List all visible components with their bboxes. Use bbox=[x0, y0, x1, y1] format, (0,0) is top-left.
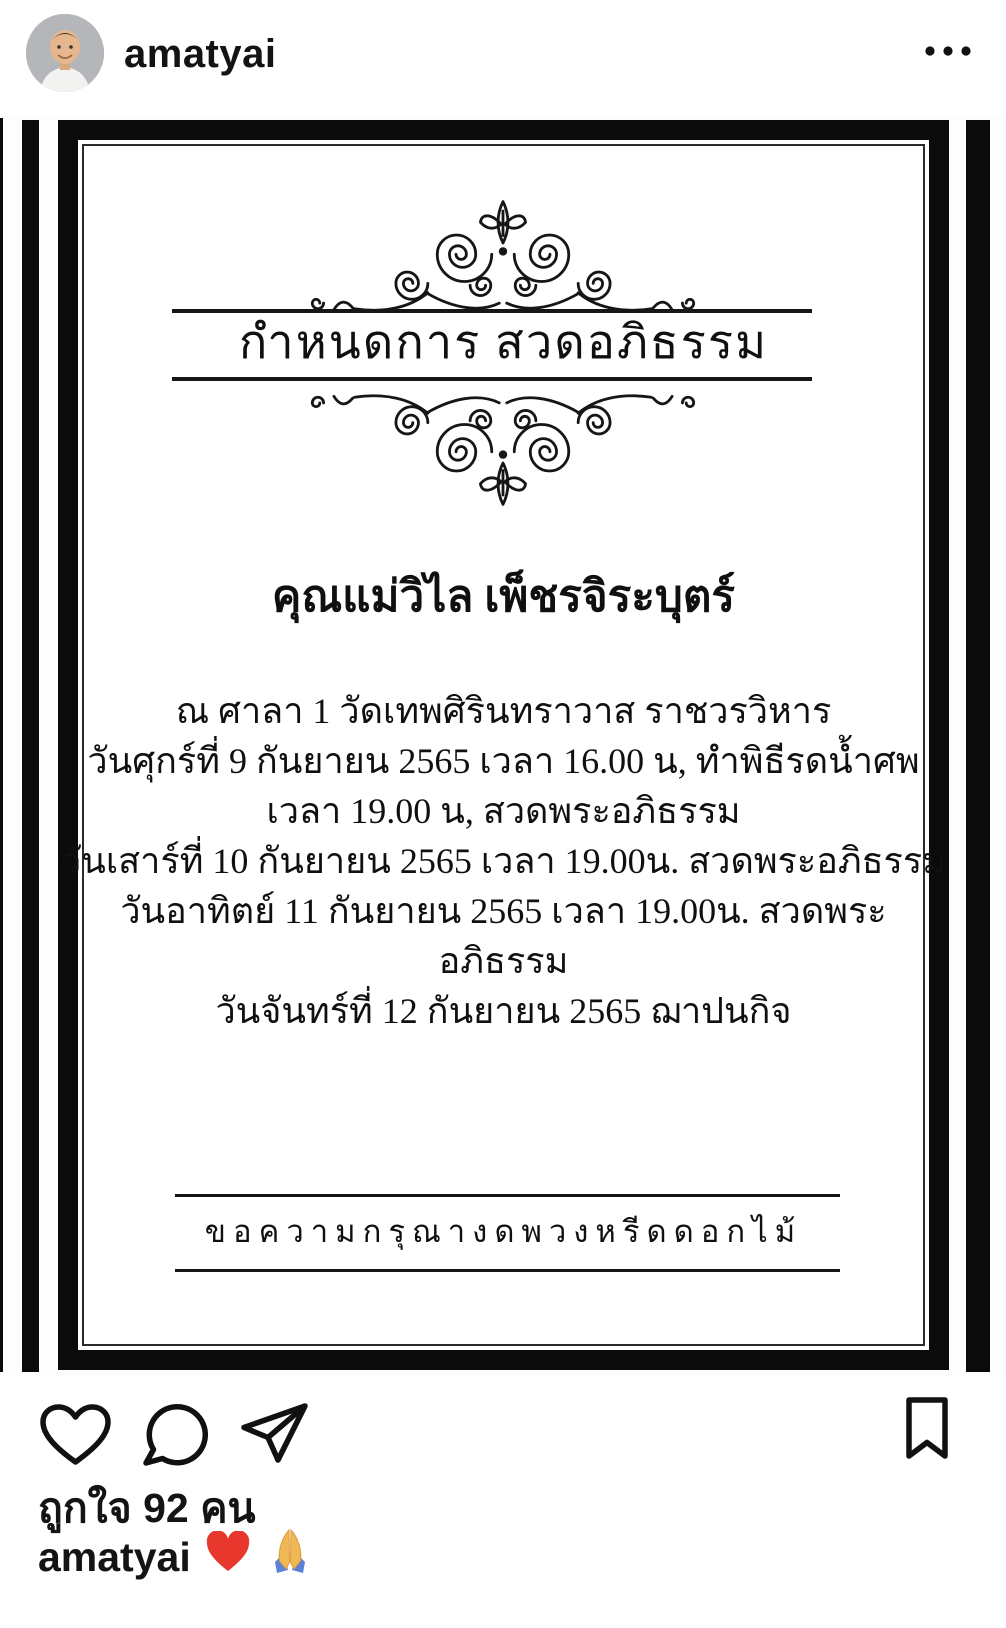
card-outer-bar-right bbox=[966, 120, 990, 1372]
note-rule-top bbox=[175, 1194, 840, 1197]
comment-icon bbox=[140, 1400, 210, 1468]
card-title: กำหนดการ สวดอภิธรรม bbox=[238, 317, 769, 369]
avatar[interactable] bbox=[26, 14, 104, 92]
schedule-line: เวลา 19.00 น, สวดพระอภิธรรม bbox=[266, 791, 741, 831]
scan-edge-line bbox=[0, 118, 3, 1372]
schedule-line: วันเสาร์ที่ 10 กันยายน 2565 เวลา 19.00น. สวดพระอภิธรรม bbox=[61, 841, 946, 881]
likes-count[interactable]: ถูกใจ 92 คน bbox=[38, 1485, 256, 1531]
three-dots-icon bbox=[924, 45, 972, 57]
like-button[interactable] bbox=[38, 1402, 113, 1467]
caption-username-link[interactable]: amatyai bbox=[38, 1533, 191, 1580]
red-heart-emoji bbox=[205, 1531, 251, 1583]
heart-icon bbox=[38, 1402, 113, 1467]
avatar-photo bbox=[26, 14, 104, 92]
paper-plane-icon bbox=[237, 1400, 311, 1464]
schedule-block bbox=[58, 686, 949, 1036]
card-footer-note: ขอความกรุณางดพวงหรีดดอกไม้ bbox=[204, 1214, 803, 1249]
ornament-flourish-bottom bbox=[283, 386, 723, 510]
username-link[interactable]: amatyai bbox=[124, 32, 277, 76]
post-image[interactable] bbox=[0, 115, 1006, 1377]
schedule-line: วันศุกร์ที่ 9 กันยายน 2565 เวลา 16.00 น, ทำพิธีรดน้ำศพ bbox=[87, 741, 920, 781]
folded-hands-emoji bbox=[265, 1528, 315, 1586]
save-button[interactable] bbox=[904, 1396, 950, 1460]
more-options-button[interactable] bbox=[924, 44, 972, 64]
deceased-name: คุณแม่วิไล เพ็ชรจิระบุตร์ bbox=[271, 572, 736, 621]
card-outer-bar-left bbox=[22, 120, 39, 1372]
schedule-line: วันอาทิตย์ 11 กันยายน 2565 เวลา 19.00น. สวดพระอภิธรรม bbox=[120, 891, 887, 981]
title-rule-bottom bbox=[172, 377, 812, 381]
share-button[interactable] bbox=[237, 1400, 311, 1464]
note-rule-bottom bbox=[175, 1269, 840, 1272]
schedule-line: วันจันทร์ที่ 12 กันยายน 2565 ฌาปนกิจ bbox=[215, 991, 792, 1031]
bookmark-icon bbox=[904, 1396, 950, 1460]
caption-row bbox=[38, 1528, 315, 1586]
ornament-flourish-top bbox=[283, 196, 723, 320]
comment-button[interactable] bbox=[140, 1400, 210, 1468]
post-header bbox=[0, 0, 1006, 115]
schedule-line: ณ ศาลา 1 วัดเทพศิรินทราวาส ราชวรวิหาร bbox=[175, 691, 832, 731]
